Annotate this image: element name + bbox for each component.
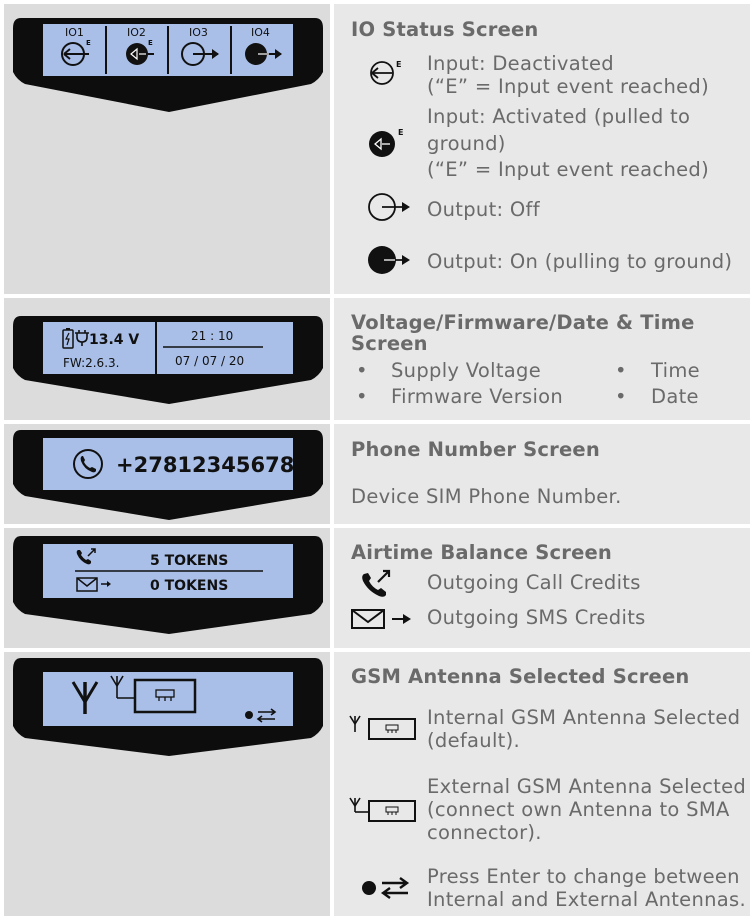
airtime-lcd bbox=[13, 536, 323, 636]
voltage-display-cell bbox=[4, 298, 330, 420]
airtime-description-cell bbox=[334, 528, 750, 648]
input-activated-icon bbox=[366, 126, 408, 158]
io-status-title: IO Status Screen bbox=[351, 18, 539, 41]
voltage-lcd bbox=[13, 316, 323, 406]
input-activated-line-2: ground) bbox=[427, 132, 506, 155]
phone-description: Device SIM Phone Number. bbox=[351, 485, 622, 508]
input-deactivated-line-1: Input: Deactivated bbox=[427, 52, 614, 75]
lcd-date: 07 / 07 / 20 bbox=[175, 354, 245, 368]
airtime-display-cell bbox=[4, 528, 330, 648]
output-on-icon bbox=[366, 244, 412, 276]
lcd-io2-label: IO2 bbox=[127, 26, 146, 39]
bullet-date: Date bbox=[651, 385, 699, 408]
lcd-firmware: FW:2.6.3. bbox=[63, 356, 120, 370]
internal-antenna-line-1: Internal GSM Antenna Selected bbox=[427, 706, 741, 729]
outgoing-call-text: Outgoing Call Credits bbox=[427, 571, 641, 594]
io-status-row bbox=[0, 4, 754, 294]
bullet-dot: • bbox=[356, 385, 368, 408]
gsm-title: GSM Antenna Selected Screen bbox=[351, 665, 690, 688]
io-status-display-cell bbox=[4, 4, 330, 294]
outgoing-call-icon bbox=[360, 568, 394, 600]
bullet-firmware-version: Firmware Version bbox=[391, 385, 564, 408]
airtime-title: Airtime Balance Screen bbox=[351, 541, 613, 564]
gsm-lcd bbox=[13, 658, 323, 758]
voltage-title: Voltage/Firmware/Date & Time Screen bbox=[351, 311, 695, 355]
bullet-supply-voltage: Supply Voltage bbox=[391, 359, 541, 382]
lcd-io3-label: IO3 bbox=[189, 26, 208, 39]
svg-text:E: E bbox=[398, 128, 404, 137]
input-activated-line-1: Input: Activated (pulled to bbox=[427, 105, 691, 128]
gsm-description-cell bbox=[334, 652, 750, 916]
switch-antenna-line-1: Press Enter to change between bbox=[427, 865, 740, 888]
input-deactivated-line-2: (“E” = Input event reached) bbox=[427, 75, 709, 98]
external-antenna-icon bbox=[348, 794, 418, 824]
bullet-time: Time bbox=[651, 359, 700, 382]
phone-title: Phone Number Screen bbox=[351, 438, 600, 461]
switch-antenna-icon bbox=[360, 874, 416, 902]
lcd-call-credits: 5 TOKENS bbox=[150, 553, 229, 569]
phone-description-cell bbox=[334, 424, 750, 524]
gsm-row bbox=[0, 652, 754, 916]
phone-lcd bbox=[13, 430, 323, 520]
external-antenna-line-1: External GSM Antenna Selected bbox=[427, 775, 747, 798]
lcd-io1-label: IO1 bbox=[65, 26, 84, 39]
outgoing-sms-text: Outgoing SMS Credits bbox=[427, 606, 646, 629]
lcd-phone-number: +27812345678 bbox=[116, 453, 295, 477]
input-deactivated-icon bbox=[366, 58, 408, 88]
lcd-voltage: 13.4 V bbox=[89, 332, 140, 348]
bullet-dot: • bbox=[356, 359, 368, 382]
gsm-display-cell bbox=[4, 652, 330, 916]
lcd-io2-e: E bbox=[148, 39, 153, 47]
input-activated-line-3: (“E” = Input event reached) bbox=[427, 158, 709, 181]
io-status-lcd bbox=[13, 14, 323, 114]
voltage-title-line bbox=[351, 312, 731, 355]
voltage-row bbox=[0, 298, 754, 420]
lcd-io1-e: E bbox=[86, 39, 91, 47]
voltage-description-cell bbox=[334, 298, 750, 420]
io-status-description-cell bbox=[334, 4, 750, 294]
switch-antenna-line-2: Internal and External Antennas. bbox=[427, 888, 747, 911]
lcd-time: 21 : 10 bbox=[191, 329, 234, 343]
lcd-io4-label: IO4 bbox=[251, 26, 270, 39]
lcd-sms-credits: 0 TOKENS bbox=[150, 578, 229, 594]
bullet-dot: • bbox=[615, 359, 627, 382]
external-antenna-line-3: connector). bbox=[427, 821, 542, 844]
output-on-text: Output: On (pulling to ground) bbox=[427, 250, 733, 273]
external-antenna-line-2: (connect own Antenna to SMA bbox=[427, 798, 730, 821]
internal-antenna-icon bbox=[348, 712, 418, 742]
bullet-dot: • bbox=[615, 385, 627, 408]
output-off-icon bbox=[366, 192, 412, 222]
internal-antenna-line-2: (default). bbox=[427, 729, 521, 752]
output-off-text: Output: Off bbox=[427, 198, 540, 221]
phone-row bbox=[0, 424, 754, 524]
outgoing-sms-icon bbox=[350, 608, 414, 630]
airtime-row bbox=[0, 528, 754, 648]
phone-display-cell bbox=[4, 424, 330, 524]
svg-text:E: E bbox=[396, 60, 402, 69]
